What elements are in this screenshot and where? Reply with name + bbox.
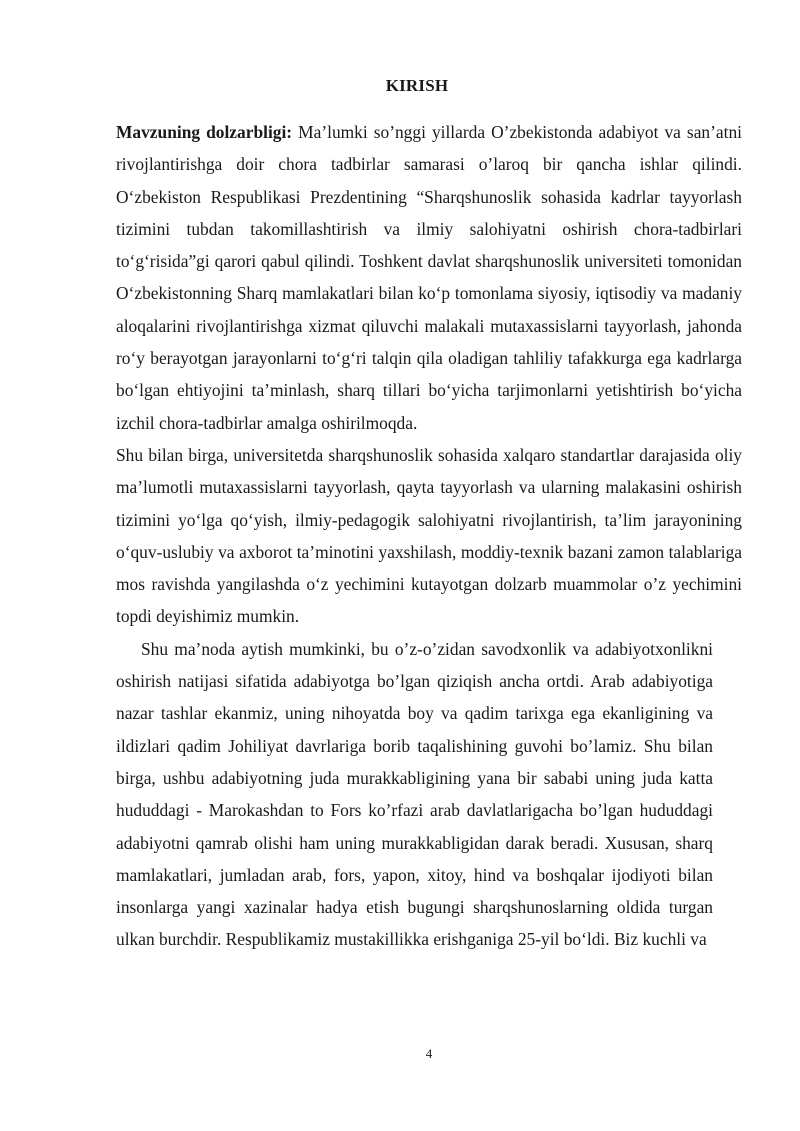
paragraph-relevance-text: Ma’lumki so’nggi yillarda O’zbekistonda adabiyot va san’atni rivojlantirishga doir chora tadbirlar samarasi o’laroq bir qancha ishlar qilindi. O‘zbekiston Respublikasi Prezdentining “Sharqshunoslik sohasida kadrlar tayyorlash tizimini tubdan takomillashtirish va ilmiy salohiyatni oshirish chora-tadbirlari to‘g‘risida”gi qarori qabul qilindi. Toshkent davlat sharqshunoslik universiteti tomonidan O‘zbekistonning Sharq mamlakatlari bilan ko‘p tomonlama siyosiy, iqtisodiy va madaniy aloqalarini rivojlantirishga xizmat qiluvchi malakali mutaxassislarni tayyorlash, jahonda ro‘y berayotgan jarayonlarni to‘g‘ri talqin qila oladigan tahliliy tafakkurga ega kadrlarga bo‘lgan ehtiyojini ta’minlash, sharq tillari bo‘yicha tarjimonlarni yetishtirish bo‘yicha izchil chora-tadbirlar amalga oshirilmoqda. <box>116 122 742 433</box>
paragraph-university: Shu bilan birga, universitetda sharqshunoslik sohasida xalqaro standartlar darajasida oliy ma’lumotli mutaxassislarni tayyorlash, qayta tayyorlash va ularning malakasini oshirish tizimini yo‘lga qo‘yish, ilmiy-pedagogik salohiyatni rivojlantirish, ta’lim jarayonining o‘quv-uslubiy va axborot ta’minotini yaxshilash, moddiy-texnik bazani zamon talablariga mos ravishda yangilashda o‘z yechimini kutayotgan dolzarb muammolar o’z yechimini topdi deyishimiz mumkin. <box>116 444 742 627</box>
paragraph-lead-heading: Mavzuning dolzarbligi: <box>116 122 293 142</box>
document-body <box>116 116 742 956</box>
page-number: 4 <box>425 1046 433 1061</box>
page-title: KIRISH <box>385 76 449 95</box>
paragraph-literature: Shu ma’noda aytish mumkinki, bu o’z-o’zidan savodxonlik va adabiyotxonlikni oshirish natijasi sifatida adabiyotga bo’lgan qiziqish ancha ortdi. Arab adabiyotiga nazar tashlar ekanmiz, uning nihoyatda boy va qadim tarixga ega ekanligining va ildizlari qadim Johiliyat davrlariga borib taqalishining guvohi bo’lamiz. Shu bilan birga, ushbu adabiyotning juda murakkabligining yana bir sababi uning juda katta hududdagi - Marokashdan to Fors ko’rfazi arab davlatlarigacha bo’lgan hududdagi adabiyotni qamrab olishi ham uning murakkabligidan darak beradi. Xususan, sharq mamlakatlari, jumladan arab, fors, yapon, xitoy, hind va boshqalar ijodiyoti bilan insonlarga yangi xazinalar hadya etish bugungi sharqshunoslarning oldida turgan ulkan burchdir. Respublikamiz mustakillikka erishganiga 25-yil bo‘ldi. Biz kuchli va <box>116 638 713 950</box>
paragraph-relevance <box>116 116 742 439</box>
